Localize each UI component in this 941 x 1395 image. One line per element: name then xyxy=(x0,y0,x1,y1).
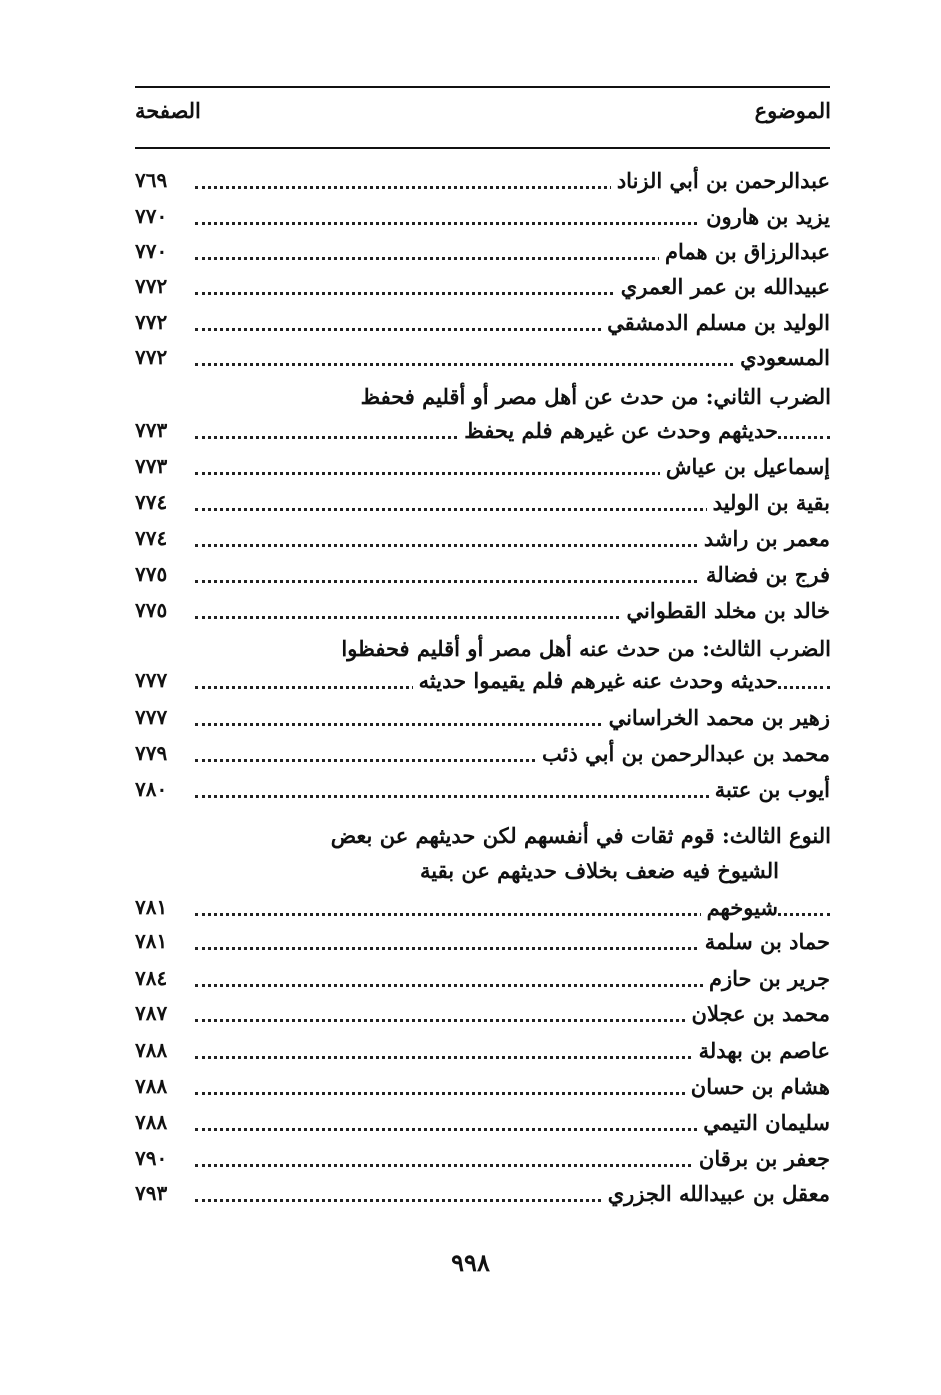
toc-row-page: ٧٧٤ xyxy=(135,490,168,514)
toc-row-page: ٧٧٠ xyxy=(135,204,168,228)
toc-row-title: فرج بن فضالة xyxy=(700,562,830,594)
toc-row xyxy=(135,999,830,1035)
toc-row-title: حماد بن سلمة xyxy=(699,929,830,961)
toc-row-title: عبدالرحمن بن أبي الزناد xyxy=(611,168,830,200)
toc-row xyxy=(135,343,830,379)
toc-row-page: ٧٧٣ xyxy=(135,418,168,442)
toc-row-title: معمر بن راشد xyxy=(698,526,830,558)
toc-row xyxy=(135,416,830,452)
toc-row xyxy=(135,775,830,811)
page-number: ٩٩٨ xyxy=(451,1248,490,1277)
toc-row-page: ٧٧٢ xyxy=(135,274,168,298)
toc-row-title: جعفر بن برقان xyxy=(693,1146,830,1178)
toc-row-page: ٧٨٨ xyxy=(135,1110,168,1134)
toc-row-page: ٧٦٩ xyxy=(135,168,168,192)
toc-row xyxy=(135,308,830,344)
toc-row-page: ٧٧٥ xyxy=(135,562,168,586)
toc-row xyxy=(135,596,830,632)
page-column-header: الصفحة xyxy=(135,98,201,123)
toc-row-title: خالد بن مخلد القطواني xyxy=(621,598,830,630)
toc-row-page: ٧٨١ xyxy=(135,895,168,919)
header-rule xyxy=(135,147,830,149)
toc-row xyxy=(135,666,830,702)
toc-row-page: ٧٩٣ xyxy=(135,1181,168,1205)
top-rule xyxy=(135,86,830,88)
toc-row-page: ٧٧٢ xyxy=(135,345,168,369)
toc-row-title: محمد بن عجلان xyxy=(686,1001,830,1033)
toc-row xyxy=(135,202,830,238)
toc-row-page: ٧٨٨ xyxy=(135,1074,168,1098)
toc-row-title: هشام بن حسان xyxy=(685,1074,830,1106)
toc-row xyxy=(135,1036,830,1072)
toc-row-title: عبيدالله بن عمر العمري xyxy=(615,274,830,306)
toc-row-title: عاصم بن بهدلة xyxy=(693,1038,830,1070)
toc-row-title: إسماعيل بن عياش xyxy=(660,454,830,486)
toc-row-title: جرير بن حازم xyxy=(703,966,830,998)
toc-row xyxy=(135,1179,830,1215)
toc-row xyxy=(135,893,830,929)
toc-row-page: ٧٨٠ xyxy=(135,777,168,801)
topic-column-header: الموضوع xyxy=(754,98,831,123)
toc-row xyxy=(135,703,830,739)
toc-row-page: ٧٧٩ xyxy=(135,741,168,765)
toc-row-title: حديثهم وحدث عن غيرهم فلم يحفظ xyxy=(458,418,778,450)
toc-row-page: ٧٨٨ xyxy=(135,1038,168,1062)
toc-row-page: ٧٧٤ xyxy=(135,526,168,550)
toc-row xyxy=(135,166,830,202)
toc-row-page: ٧٨٤ xyxy=(135,966,168,990)
section-heading: النوع الثالث: قوم ثقات في أنفسهم لكن حديثهم عن بعض xyxy=(330,823,831,848)
toc-row-page: ٧٧٣ xyxy=(135,454,168,478)
toc-row xyxy=(135,1072,830,1108)
toc-row xyxy=(135,927,830,963)
toc-row-page: ٧٧٥ xyxy=(135,598,168,622)
toc-row-title: الوليد بن مسلم الدمشقي xyxy=(601,310,830,342)
toc-row xyxy=(135,964,830,1000)
toc-row xyxy=(135,272,830,308)
toc-row-page: ٧٧٧ xyxy=(135,668,168,692)
toc-row-title: المسعودي xyxy=(734,345,830,377)
toc-row xyxy=(135,1144,830,1180)
toc-row-title: بقية بن الوليد xyxy=(707,490,830,522)
toc-row-title: عبدالرزاق بن همام xyxy=(659,239,830,271)
toc-row xyxy=(135,237,830,273)
toc-row-page: ٧٨١ xyxy=(135,929,168,953)
toc-row-page: ٧٧٢ xyxy=(135,310,168,334)
section-heading-continued: الشيوخ فيه ضعف بخلاف حديثهم عن بقية xyxy=(419,858,779,883)
toc-row-title: معقل بن عبيدالله الجزري xyxy=(602,1181,830,1213)
toc-row xyxy=(135,1108,830,1144)
toc-row-title: يزيد بن هارون xyxy=(700,204,830,236)
toc-row xyxy=(135,524,830,560)
section-heading: الضرب الثالث: من حدث عنه أهل مصر أو أقليم فحفظوا xyxy=(341,636,831,661)
toc-row-title: أيوب بن عتبة xyxy=(709,777,830,809)
toc-row xyxy=(135,560,830,596)
toc-row xyxy=(135,452,830,488)
toc-row-page: ٧٧٧ xyxy=(135,705,168,729)
toc-row-title: سليمان التيمي xyxy=(697,1110,830,1142)
toc-row-title: حديثه وحدث عنه غيرهم فلم يقيموا حديثه xyxy=(413,668,778,700)
toc-row-page: ٧٩٠ xyxy=(135,1146,168,1170)
toc-row-title: شيوخهم xyxy=(701,895,778,927)
toc-row-page: ٧٧٠ xyxy=(135,239,168,263)
toc-row xyxy=(135,488,830,524)
toc-row xyxy=(135,739,830,775)
toc-row-page: ٧٨٧ xyxy=(135,1001,168,1025)
toc-row-title: محمد بن عبدالرحمن بن أبي ذئب xyxy=(536,741,830,773)
section-heading: الضرب الثاني: من حدث عن أهل مصر أو أقليم فحفظ xyxy=(360,384,831,409)
toc-row-title: زهير بن محمد الخراساني xyxy=(603,705,830,737)
